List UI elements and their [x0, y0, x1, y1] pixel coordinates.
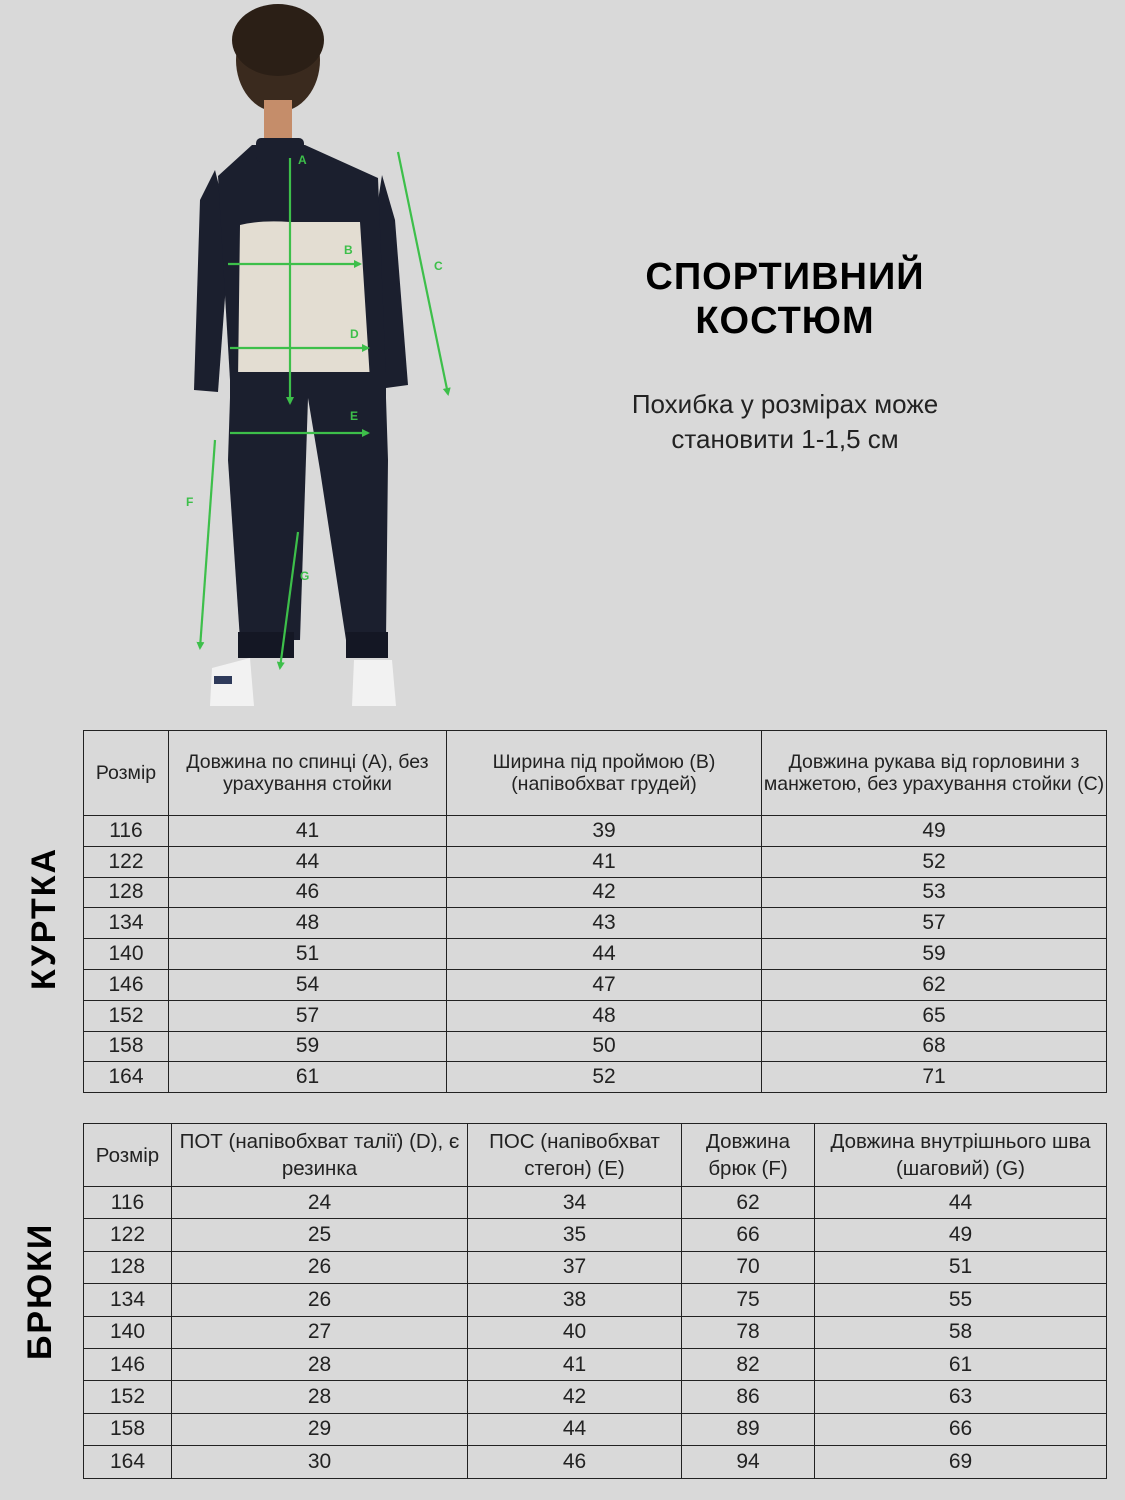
note-line-1: Похибка у розмірах може	[631, 389, 939, 419]
pants-right-cuff	[346, 632, 388, 658]
measurement-cell: 65	[762, 1000, 1107, 1031]
size-cell: 140	[84, 1316, 172, 1348]
right-sneaker	[352, 660, 396, 706]
label-e: E	[350, 409, 359, 423]
column-header: Довжина по спинці (А), без урахування стойки	[169, 731, 447, 816]
title-line-2: КОСТЮМ	[695, 300, 875, 342]
measurement-cell: 44	[447, 939, 762, 970]
measurement-cell: 70	[682, 1251, 815, 1283]
size-cell: 164	[84, 1062, 169, 1093]
measurement-cell: 78	[682, 1316, 815, 1348]
size-cell: 134	[84, 1284, 172, 1316]
measurement-cell: 46	[468, 1446, 682, 1478]
size-cell: 164	[84, 1446, 172, 1478]
measurement-cell: 42	[468, 1381, 682, 1413]
measurement-cell: 66	[682, 1219, 815, 1251]
measurement-cell: 51	[815, 1251, 1107, 1283]
size-cell: 128	[84, 877, 169, 908]
measurement-cell: 50	[447, 1031, 762, 1062]
product-figure	[160, 0, 480, 720]
measurement-cell: 28	[172, 1348, 468, 1380]
measurement-cell: 62	[762, 969, 1107, 1000]
measurement-cell: 24	[172, 1187, 468, 1219]
measurement-cell: 58	[815, 1316, 1107, 1348]
pants-left-leg	[228, 398, 308, 640]
label-f: F	[186, 495, 194, 509]
measurement-cell: 41	[468, 1348, 682, 1380]
measurement-cell: 82	[682, 1348, 815, 1380]
table-row	[84, 1000, 1107, 1031]
measurement-cell: 89	[682, 1413, 815, 1445]
page-title	[560, 255, 1010, 343]
label-d: D	[350, 327, 359, 341]
measurement-cell: 57	[169, 1000, 447, 1031]
jacket-section-label: КУРТКА	[25, 846, 63, 990]
measurement-cell: 43	[447, 908, 762, 939]
measurement-cell: 66	[815, 1413, 1107, 1445]
measurement-cell: 86	[682, 1381, 815, 1413]
measurement-cell: 49	[762, 816, 1107, 847]
measurement-cell: 47	[447, 969, 762, 1000]
jacket-collar	[256, 138, 304, 162]
size-tolerance-note	[560, 387, 1010, 457]
table-header-row	[84, 1124, 1107, 1187]
label-c: C	[434, 259, 443, 273]
pants-left-cuff	[238, 632, 294, 658]
measurement-cell: 42	[447, 877, 762, 908]
measurement-cell: 35	[468, 1219, 682, 1251]
measurement-cell: 28	[172, 1381, 468, 1413]
table-row	[84, 1348, 1107, 1380]
table-row	[84, 877, 1107, 908]
size-cell: 146	[84, 969, 169, 1000]
table-row	[84, 1446, 1107, 1478]
measurement-cell: 34	[468, 1187, 682, 1219]
table-row	[84, 939, 1107, 970]
measurement-cell: 48	[169, 908, 447, 939]
measurement-cell: 40	[468, 1316, 682, 1348]
measurement-cell: 27	[172, 1316, 468, 1348]
table-row	[84, 1251, 1107, 1283]
neck	[264, 100, 292, 140]
table-row	[84, 969, 1107, 1000]
measurement-cell: 75	[682, 1284, 815, 1316]
size-cell: 146	[84, 1348, 172, 1380]
measurement-cell: 61	[815, 1348, 1107, 1380]
measurement-cell: 59	[169, 1031, 447, 1062]
jacket-hem	[230, 372, 386, 398]
size-cell: 152	[84, 1381, 172, 1413]
column-header: Довжина внутрішнього шва (шаговий) (G)	[815, 1124, 1107, 1187]
table-row	[84, 1062, 1107, 1093]
measurement-cell: 26	[172, 1284, 468, 1316]
table-row	[84, 1316, 1107, 1348]
measurement-cell: 46	[169, 877, 447, 908]
pants-section-label: БРЮКИ	[21, 1222, 59, 1360]
size-cell: 116	[84, 816, 169, 847]
measurement-cell: 53	[762, 877, 1107, 908]
size-cell: 116	[84, 1187, 172, 1219]
measurement-cell: 94	[682, 1446, 815, 1478]
label-g: G	[300, 569, 310, 583]
measurement-cell: 54	[169, 969, 447, 1000]
measurement-cell: 51	[169, 939, 447, 970]
table-row	[84, 1381, 1107, 1413]
column-header: Довжина рукава від горловини з манжетою, без урахування стойки (С)	[762, 731, 1107, 816]
table-row	[84, 908, 1107, 939]
table-row	[84, 1413, 1107, 1445]
measurement-cell: 55	[815, 1284, 1107, 1316]
table-row	[84, 1284, 1107, 1316]
title-line-1: СПОРТИВНИЙ	[645, 256, 925, 298]
measurement-cell: 52	[762, 846, 1107, 877]
column-header: Ширина під проймою (В) (напівобхват грудей)	[447, 731, 762, 816]
size-cell: 128	[84, 1251, 172, 1283]
measurement-cell: 30	[172, 1446, 468, 1478]
size-cell: 122	[84, 846, 169, 877]
measurement-cell: 52	[447, 1062, 762, 1093]
pants-right-leg	[308, 398, 388, 640]
label-b: B	[344, 243, 353, 257]
size-cell: 158	[84, 1413, 172, 1445]
measurement-cell: 41	[447, 846, 762, 877]
measurement-cell: 59	[762, 939, 1107, 970]
table-row	[84, 816, 1107, 847]
column-header: ПОС (напівобхват стегон) (Е)	[468, 1124, 682, 1187]
pants-size-table	[83, 1123, 1107, 1479]
measurement-cell: 26	[172, 1251, 468, 1283]
sneaker-stripe	[214, 676, 232, 684]
table-row	[84, 1031, 1107, 1062]
table-header-row	[84, 731, 1107, 816]
column-header: Довжина брюк (F)	[682, 1124, 815, 1187]
measurement-cell: 44	[815, 1187, 1107, 1219]
measurement-cell: 29	[172, 1413, 468, 1445]
measurement-cell: 38	[468, 1284, 682, 1316]
size-cell: 152	[84, 1000, 169, 1031]
measurement-cell: 57	[762, 908, 1107, 939]
measurement-cell: 61	[169, 1062, 447, 1093]
column-header: Розмір	[84, 731, 169, 816]
size-cell: 158	[84, 1031, 169, 1062]
measurement-cell: 44	[468, 1413, 682, 1445]
measurement-cell: 25	[172, 1219, 468, 1251]
measurement-cell: 63	[815, 1381, 1107, 1413]
measurement-cell: 62	[682, 1187, 815, 1219]
arrow-f	[200, 440, 215, 648]
label-a: A	[298, 153, 307, 167]
size-cell: 122	[84, 1219, 172, 1251]
table-row	[84, 846, 1107, 877]
hair-curls	[232, 4, 324, 76]
measurement-cell: 41	[169, 816, 447, 847]
measurement-cell: 49	[815, 1219, 1107, 1251]
measurement-cell: 71	[762, 1062, 1107, 1093]
jacket-size-table	[83, 730, 1107, 1093]
column-header: ПОТ (напівобхват талії) (D), є резинка	[172, 1124, 468, 1187]
column-header: Розмір	[84, 1124, 172, 1187]
measurement-cell: 37	[468, 1251, 682, 1283]
table-row	[84, 1187, 1107, 1219]
measurement-cell: 68	[762, 1031, 1107, 1062]
measurement-cell: 44	[169, 846, 447, 877]
size-cell: 134	[84, 908, 169, 939]
measurement-cell: 39	[447, 816, 762, 847]
measurement-cell: 48	[447, 1000, 762, 1031]
note-line-2: становити 1-1,5 см	[671, 424, 899, 454]
table-row	[84, 1219, 1107, 1251]
measurement-cell: 69	[815, 1446, 1107, 1478]
size-cell: 140	[84, 939, 169, 970]
